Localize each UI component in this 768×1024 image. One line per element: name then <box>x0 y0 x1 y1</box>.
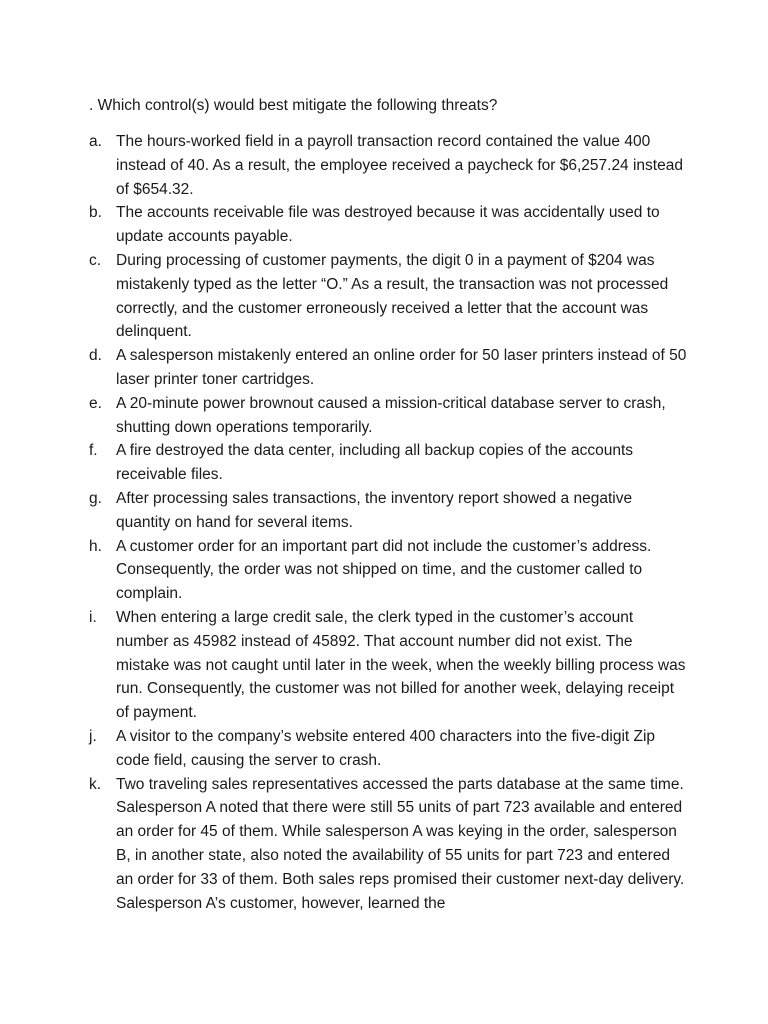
item-text: Two traveling sales representatives accessed the parts database at the same time. Salesperson A noted that there were still 55 units of part 723 available and entered an order for 45 of them. While salesperson A was keying in the order, salesperson B, in another state, also noted the availability of 55 units for part 723 and entered an order for 33 of them. Both sales reps promised their customer next-day delivery. Salesperson A’s customer, however, learned the <box>116 775 685 912</box>
threat-item-k <box>89 773 689 916</box>
item-letter: e. <box>89 394 102 412</box>
threat-item-c <box>89 249 689 344</box>
item-text: A salesperson mistakenly entered an online order for 50 laser printers instead of 50 laser printer toner cartridges. <box>116 347 687 388</box>
threat-item-a <box>89 130 689 201</box>
threat-item-g <box>89 487 689 535</box>
item-letter: g. <box>89 489 102 507</box>
threat-item-j <box>89 725 689 773</box>
item-text: A fire destroyed the data center, including all backup copies of the accounts receivable files. <box>116 442 633 484</box>
item-text: A visitor to the company’s website entered 400 characters into the five-digit Zip code field, causing the server to crash. <box>116 727 656 769</box>
item-text: During processing of customer payments, the digit 0 in a payment of $204 was mistakenly typed as the letter “O.” As a result, the transaction was not processed correctly, and the customer erroneously received a letter that the account was delinquent. <box>116 251 669 341</box>
item-text: A customer order for an important part did not include the customer’s address. Consequently, the order was not shipped on time, and the customer called to complain. <box>116 537 652 603</box>
question-heading: . Which control(s) would best mitigate the following threats? <box>89 97 498 114</box>
item-letter: h. <box>89 537 102 555</box>
item-letter: d. <box>89 347 102 365</box>
item-letter: b. <box>89 204 102 222</box>
item-letter: f. <box>89 442 98 460</box>
item-text: A 20-minute power brownout caused a mission-critical database server to crash, shutting down operations temporarily. <box>116 394 666 436</box>
threat-item-b <box>89 201 689 249</box>
threat-item-h <box>89 535 689 606</box>
item-letter: k. <box>89 775 102 793</box>
threat-item-d <box>89 344 689 392</box>
item-text: When entering a large credit sale, the clerk typed in the customer’s account number as 45982 instead of 45892. That account number did not exist. The mistake was not caught until later in the week, when the weekly billing process was run. Consequently, the customer was not billed for another week, delaying receipt of payment. <box>116 608 686 722</box>
threat-item-f <box>89 439 689 487</box>
item-text: After processing sales transactions, the inventory report showed a negative quantity on hand for several items. <box>116 489 633 531</box>
item-text: The accounts receivable file was destroyed because it was accidentally used to update accounts payable. <box>116 204 660 246</box>
threat-list <box>89 130 689 915</box>
item-text: The hours-worked field in a payroll transaction record contained the value 400 instead of 40. As a result, the employee received a paycheck for $6,257.24 instead of $654.32. <box>116 133 683 198</box>
item-letter: i. <box>89 608 97 626</box>
threat-item-e <box>89 392 689 440</box>
threat-item-i <box>89 606 689 725</box>
item-letter: c. <box>89 251 102 269</box>
item-letter: j. <box>89 727 97 745</box>
item-letter: a. <box>89 133 102 150</box>
